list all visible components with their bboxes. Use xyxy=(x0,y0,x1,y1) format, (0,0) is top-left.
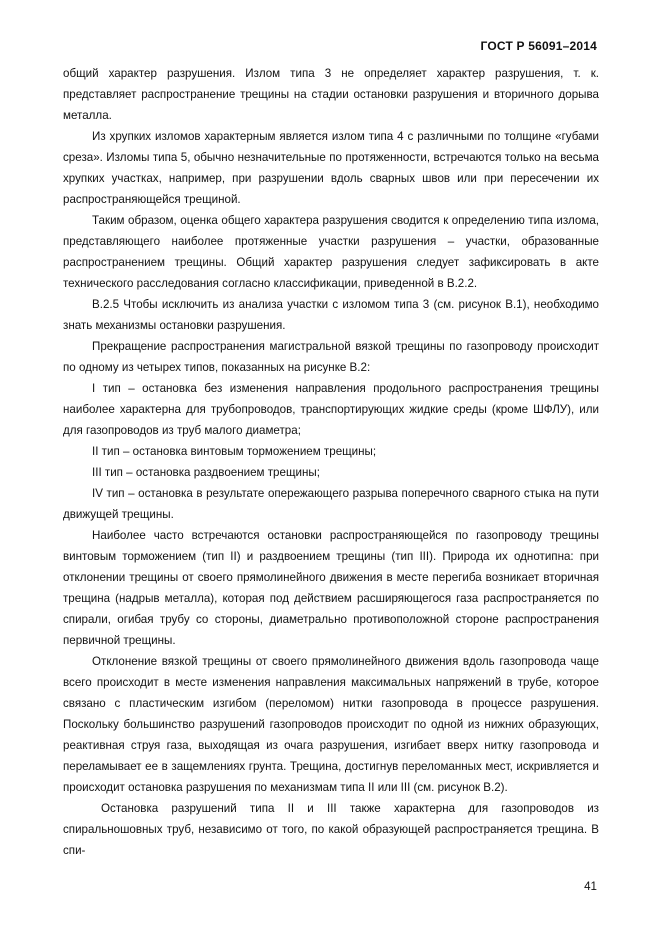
paragraph-arrest-types-intro: Прекращение распространения магистральной вязкой трещины по газопроводу происходит по одному из четырех типов, показанных на рисунке В.2: xyxy=(63,340,599,374)
list-item-type-2: II тип – остановка винтовым торможением трещины; xyxy=(92,445,377,458)
paragraph-clause-b25: В.2.5 Чтобы исключить из анализа участки с изломом типа 3 (см. рисунок В.1), необходимо знать механизмы остановки разрушения. xyxy=(63,298,599,332)
list-item-type-4: IV тип – остановка в результате опережающего разрыва поперечного сварного стыка на пути движущей трещины. xyxy=(63,487,599,521)
list-item-type-3: III тип – остановка раздвоением трещины; xyxy=(92,466,320,479)
paragraph-spiral-pipes: Остановка разрушений типа II и III также характерна для газопроводов из спиральношовных труб, независимо от того, по какой образующей распространяется трещина. В спи- xyxy=(63,802,599,857)
paragraph-fracture-assessment: Таким образом, оценка общего характера разрушения сводится к определению типа излома, представляющего наиболее протяженные участки разрушения – участки, образованные распространением трещины. Общий характер разрушения следует зафиксировать в акте технического расследования согласно классификации, приведенной в В.2.2. xyxy=(63,214,599,290)
paragraph-crack-deviation: Отклонение вязкой трещины от своего прямолинейного движения вдоль газопровода чаще всего происходит в месте изменения направления максимальных напряжений в трубе, которое связано с пластическим изгибом (переломом) нитки газопровода в процессе разрушения. Поскольку большинство разрушений газопроводов происходит по одной из нижних образующих, реактивная струя газа, выходящая из очага разрушения, изгибает вверх нитку газопровода и переламывает ее в защемлениях грунта. Трещина, достигнув переломанных мест, искривляется и происходит остановка разрушения по механизмам типа II или III (см. рисунок В.2). xyxy=(63,655,599,794)
list-item-type-1: I тип – остановка без изменения направления продольного распространения трещины наиболее характерна для трубопроводов, транспортирующих жидкие среды (кроме ШФЛУ), или для газопроводов из труб малого диаметра; xyxy=(63,382,599,437)
body-text xyxy=(63,63,599,861)
paragraph-common-arrests: Наиболее часто встречаются остановки распространяющейся по газопроводу трещины винтовым торможением (тип II) и раздвоением трещины (тип III). Природа их однотипна: при отклонении трещины от своего прямолинейного движения в месте перегиба возникает вторичная трещина (надрыв металла), которая под действием расширяющегося газа распространяется по спирали, огибая трубу со стороны, диаметрально противоположной стороне распространения первичной трещины. xyxy=(63,529,599,647)
paragraph-continuation: общий характер разрушения. Излом типа 3 не определяет характер разрушения, т. к. представляет распространение трещины на стадии остановки разрушения и вторичного дорыва металла. xyxy=(63,67,599,122)
standard-header: ГОСТ Р 56091–2014 xyxy=(480,39,597,53)
paragraph-brittle-fractures: Из хрупких изломов характерным является излом типа 4 с различными по толщине «губами среза». Изломы типа 5, обычно незначительные по протяженности, встречаются только на весьма хрупких участках, например, при разрушении вдоль сварных швов или при пересечении их распространяющейся трещиной. xyxy=(63,130,599,206)
page-number: 41 xyxy=(584,880,597,893)
